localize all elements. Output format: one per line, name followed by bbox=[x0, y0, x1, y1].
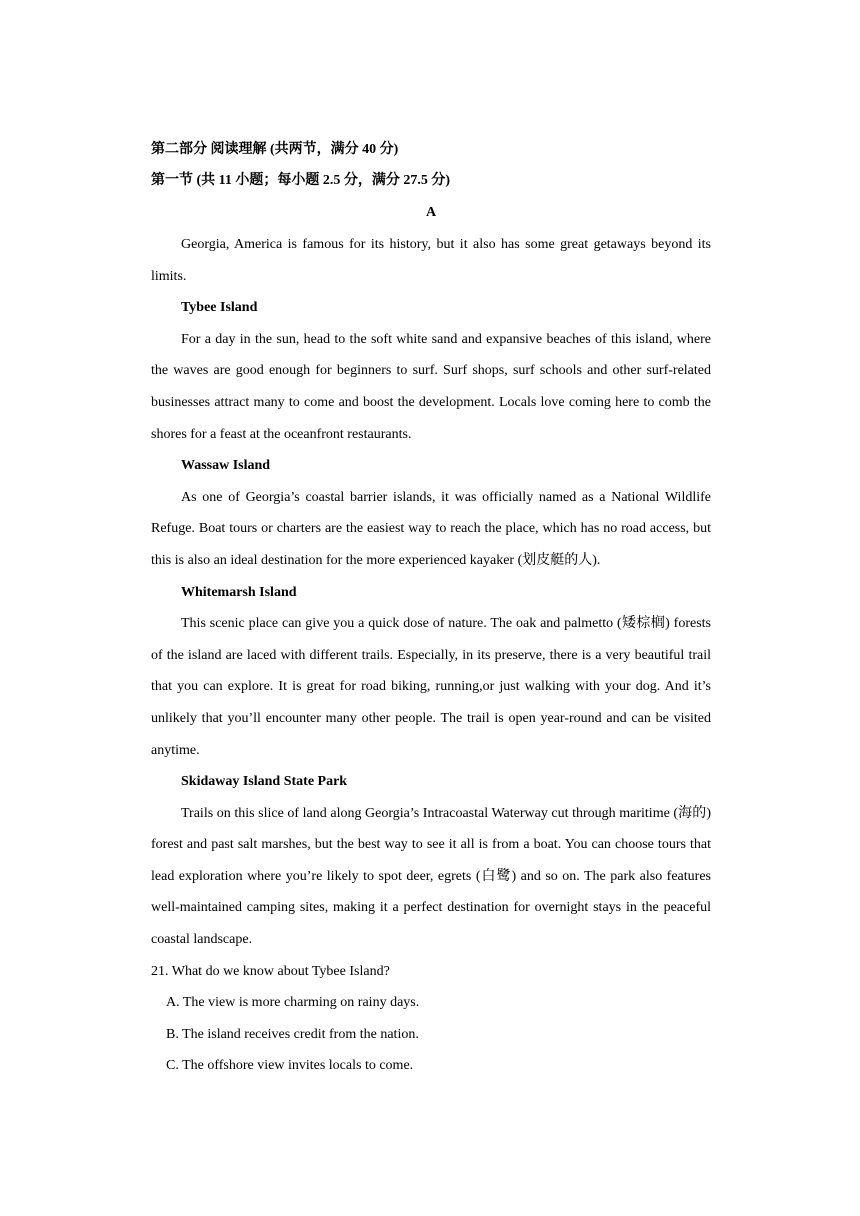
section-title-tybee: Tybee Island bbox=[181, 300, 258, 316]
section-text-whitemarsh: This scenic place can give you a quick dose of nature. The oak and palmetto (矮棕榈) forests of the island are laced with different trails. Especially, in its preserve, there is a very beautiful trail that you can explore. It is great for road biking, running,or just walking with your dog. And it’s unlikely that you’ll encounter many other people. The trail is open year-round and can be visited anytime. bbox=[151, 616, 711, 758]
answer-options bbox=[151, 987, 711, 1082]
option-b: B. The island receives credit from the nation. bbox=[166, 1026, 419, 1042]
section-text-skidaway: Trails on this slice of land along Georgia’s Intracoastal Waterway cut through maritime (海的) forest and past salt marshes, but the best way to see it all is from a boat. You can choose tours that lead exploration where you’re likely to spot deer, egrets (白鹭) and so on. The park also features well-maintained camping sites, making it a perfect destination for overnight stays in the peaceful coastal landscape. bbox=[151, 805, 711, 948]
passage-body bbox=[151, 229, 711, 1082]
section-title-skidaway: Skidaway Island State Park bbox=[181, 774, 348, 790]
section-title-wassaw: Wassaw Island bbox=[181, 458, 271, 474]
section-title-whitemarsh: Whitemarsh Island bbox=[181, 584, 297, 600]
section-title: 第一节 (共 11 小题；每小题 2.5 分，满分 27.5 分) bbox=[151, 173, 451, 188]
part-title: 第二部分 阅读理解 (共两节，满分 40 分) bbox=[151, 142, 399, 157]
passage-label: A bbox=[425, 205, 437, 220]
section-text-wassaw: As one of Georgia’s coastal barrier islands, it was officially named as a National Wildlife Refuge. Boat tours or charters are the easiest way to reach the place, which has no road access, but this is also an ideal destination for the more experienced kayaker (划皮艇的人). bbox=[151, 489, 711, 568]
section-text-tybee: For a day in the sun, head to the soft white sand and expansive beaches of this island, where the waves are good enough for beginners to surf. Surf shops, surf schools and other surf-related businesses attract many to come and boost the development. Locals love coming here to comb the shores for a feast at the oceanfront restaurants. bbox=[151, 331, 711, 442]
passage-intro: Georgia, America is famous for its history, but it also has some great getaways beyond its limits. bbox=[151, 237, 711, 284]
option-c: C. The offshore view invites locals to come. bbox=[166, 1058, 414, 1074]
question-stem: 21. What do we know about Tybee Island? bbox=[151, 963, 390, 979]
option-a: A. The view is more charming on rainy days. bbox=[166, 995, 420, 1011]
